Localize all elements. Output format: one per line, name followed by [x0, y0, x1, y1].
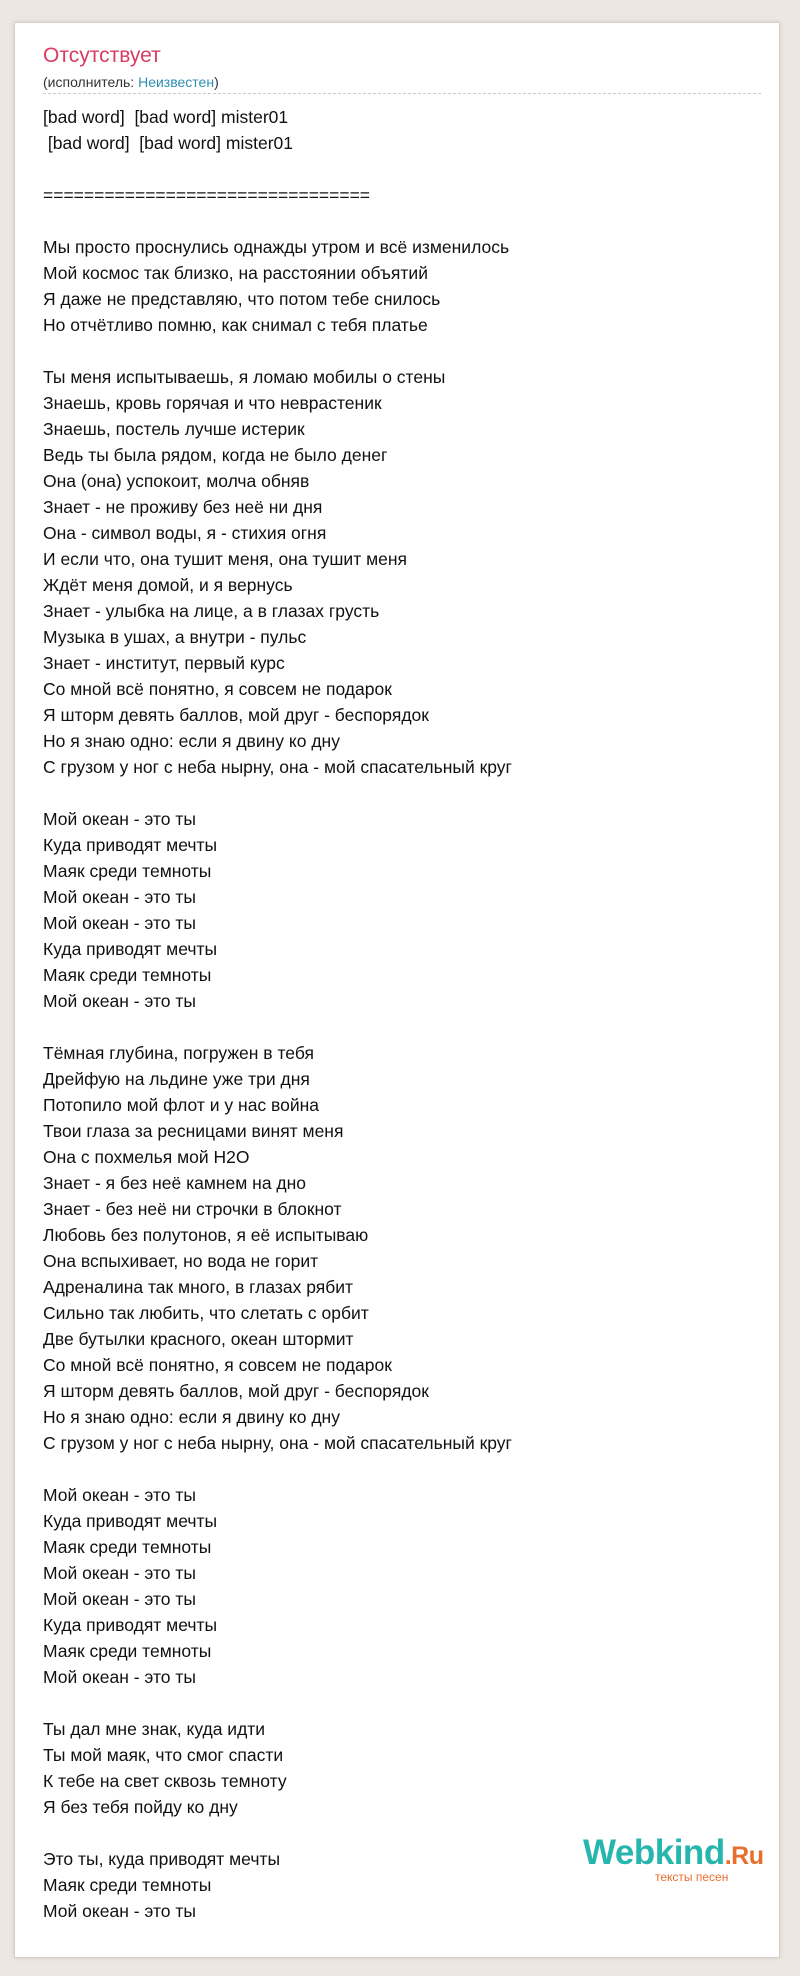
lyric-line: Ты дал мне знак, куда идти: [43, 1719, 266, 1739]
lyric-line: Мой океан - это ты: [43, 913, 196, 933]
lyric-line: Мой океан - это ты: [43, 887, 196, 907]
lyric-line: С грузом у ног с неба нырну, она - мой спасательный круг: [43, 757, 512, 777]
lyrics-sheet: [14, 22, 780, 1958]
lyric-line: Я без тебя пойду ко дну: [43, 1797, 238, 1817]
lyric-line: ================================: [43, 185, 371, 205]
lyric-line: Мой океан - это ты: [43, 1667, 196, 1687]
lyric-line: Знает - институт, первый курс: [43, 653, 285, 673]
lyric-line: Со мной всё понятно, я совсем не подарок: [43, 1355, 392, 1375]
lyric-line: Мой океан - это ты: [43, 809, 196, 829]
webkind-logo[interactable]: [583, 1833, 773, 1895]
lyric-line: Она с похмелья мой H2O: [43, 1147, 250, 1167]
artist-prefix: (исполнитель:: [43, 74, 139, 90]
lyric-line: Мой океан - это ты: [43, 1485, 196, 1505]
lyric-line: Я даже не представляю, что потом тебе снилось: [43, 289, 441, 309]
artist-suffix: ): [214, 74, 219, 90]
lyric-line: Ты меня испытываешь, я ломаю мобилы о стены: [43, 367, 446, 387]
lyric-line: Дрейфую на льдине уже три дня: [43, 1069, 310, 1089]
lyric-line: Куда приводят мечты: [43, 939, 218, 959]
lyric-line: Но отчётливо помню, как снимал с тебя платье: [43, 315, 428, 335]
lyric-line: Мой океан - это ты: [43, 991, 196, 1011]
lyric-line: Она вспыхивает, но вода не горит: [43, 1251, 319, 1271]
lyric-line: Она - символ воды, я - стихия огня: [43, 523, 327, 543]
lyric-line: К тебе на свет сквозь темноту: [43, 1771, 287, 1791]
lyric-line: Знает - я без неё камнем на дно: [43, 1173, 307, 1193]
lyric-line: Тёмная глубина, погружен в тебя: [43, 1043, 314, 1063]
lyric-line: [bad word] [bad word] mister01: [43, 107, 289, 127]
lyric-line: Маяк среди темноты: [43, 861, 212, 881]
lyric-line: [43, 1014, 763, 1040]
lyric-line: Маяк среди темноты: [43, 1537, 212, 1557]
lyric-line: Знает - улыбка на лице, а в глазах грусть: [43, 601, 380, 621]
lyric-line: Ждёт меня домой, и я вернусь: [43, 575, 293, 595]
lyric-line: Я шторм девять баллов, мой друг - беспорядок: [43, 705, 429, 725]
lyric-line: Знаешь, кровь горячая и что неврастеник: [43, 393, 382, 413]
lyric-line: [43, 780, 763, 806]
lyric-line: [bad word] [bad word] mister01: [43, 133, 293, 153]
lyric-line: Маяк среди темноты: [43, 1641, 212, 1661]
lyric-line: Адреналина так много, в глазах рябит: [43, 1277, 354, 1297]
lyric-line: Но я знаю одно: если я двину ко дну: [43, 1407, 340, 1427]
lyric-line: Потопило мой флот и у нас война: [43, 1095, 320, 1115]
logo-tagline: тексты песен: [655, 1870, 729, 1884]
lyric-line: Куда приводят мечты: [43, 1615, 218, 1635]
lyric-line: Маяк среди темноты: [43, 965, 212, 985]
lyric-line: Две бутылки красного, океан штормит: [43, 1329, 354, 1349]
lyric-line: Мой океан - это ты: [43, 1563, 196, 1583]
lyric-line: Мой океан - это ты: [43, 1589, 196, 1609]
lyric-line: Знает - не проживу без неё ни дня: [43, 497, 323, 517]
lyric-line: Твои глаза за ресницами винят меня: [43, 1121, 344, 1141]
artist-link[interactable]: Неизвестен: [138, 74, 215, 90]
lyric-line: Она (она) успокоит, молча обняв: [43, 471, 310, 491]
lyric-line: Мой космос так близко, на расстоянии объятий: [43, 263, 428, 283]
lyric-line: [43, 208, 763, 234]
lyric-line: Со мной всё понятно, я совсем не подарок: [43, 679, 392, 699]
lyric-line: Мы просто проснулись однажды утром и всё изменилось: [43, 237, 510, 257]
lyric-line: Это ты, куда приводят мечты: [43, 1849, 281, 1869]
song-title: Отсутствует: [43, 44, 161, 67]
lyric-line: Я шторм девять баллов, мой друг - беспорядок: [43, 1381, 429, 1401]
lyric-line: И если что, она тушит меня, она тушит меня: [43, 549, 407, 569]
lyric-line: Ты мой маяк, что смог спасти: [43, 1745, 284, 1765]
lyric-line: [43, 1456, 763, 1482]
lyric-line: Куда приводят мечты: [43, 1511, 218, 1531]
lyric-line: Музыка в ушах, а внутри - пульс: [43, 627, 307, 647]
artist-line: [43, 73, 219, 91]
lyrics-text: [43, 104, 763, 1924]
lyric-line: Мой океан - это ты: [43, 1901, 196, 1921]
logo-name: Webkind: [583, 1833, 725, 1872]
lyric-line: [43, 1690, 763, 1716]
lyric-line: Любовь без полутонов, я её испытываю: [43, 1225, 369, 1245]
lyric-line: Маяк среди темноты: [43, 1875, 212, 1895]
lyric-line: С грузом у ног с неба нырну, она - мой спасательный круг: [43, 1433, 512, 1453]
header-divider: [43, 93, 761, 94]
lyric-line: [43, 338, 763, 364]
lyric-line: Куда приводят мечты: [43, 835, 218, 855]
lyric-line: [43, 156, 763, 182]
logo-tld: .Ru: [724, 1842, 764, 1870]
lyric-line: Знает - без неё ни строчки в блокнот: [43, 1199, 342, 1219]
lyric-line: Ведь ты была рядом, когда не было денег: [43, 445, 388, 465]
lyric-line: Но я знаю одно: если я двину ко дну: [43, 731, 340, 751]
lyric-line: Сильно так любить, что слетать с орбит: [43, 1303, 369, 1323]
lyric-line: Знаешь, постель лучше истерик: [43, 419, 305, 439]
